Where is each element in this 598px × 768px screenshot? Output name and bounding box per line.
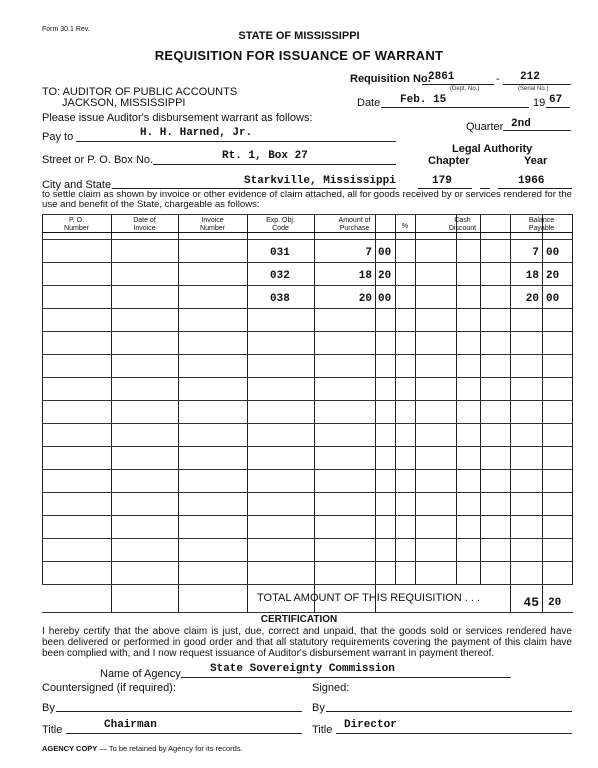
- row-1-amount-cents: 00: [378, 247, 392, 259]
- row-1-balance-dollars: 7: [532, 247, 539, 259]
- agency-name-value: State Sovereignty Commission: [210, 663, 395, 675]
- col-date-invoice: Date of Invoice: [133, 217, 156, 232]
- row-2-code: 032: [270, 270, 290, 282]
- quarter-label: Quarter: [466, 121, 504, 133]
- street-value: Rt. 1, Box 27: [222, 150, 308, 162]
- right-title-value: Director: [344, 719, 397, 731]
- charges-table: [42, 214, 573, 612]
- col-cash-discount: Cash Discount: [448, 217, 477, 232]
- right-title-label: Title: [312, 724, 333, 736]
- to-line-1: TO: AUDITOR OF PUBLIC ACCOUNTS: [42, 86, 238, 98]
- to-line-2: JACKSON, MISSISSIPPI: [62, 97, 186, 109]
- table-rule: [42, 515, 573, 516]
- serial-no-caption: (Serial No.): [518, 86, 549, 92]
- row-3-amount-cents: 00: [378, 293, 392, 305]
- row-2-balance-cents: 20: [546, 270, 560, 282]
- dept-no-caption: (Dept. No.): [450, 86, 480, 92]
- pay-to-label: Pay to: [42, 131, 74, 143]
- legal-authority-heading: Legal Authority: [452, 143, 533, 155]
- col-invoice-number: Invoice Number: [200, 217, 225, 232]
- quarter-value: 2nd: [511, 118, 531, 130]
- col-amount-purchase: Amount of Purchase: [338, 217, 371, 232]
- street-label: Street or P. O. Box No.: [42, 154, 154, 166]
- table-rule: [42, 331, 573, 332]
- row-3-amount-dollars: 20: [358, 293, 372, 305]
- page-title: REQUISITION FOR ISSUANCE OF WARRANT: [154, 48, 444, 63]
- table-rule: [42, 561, 573, 562]
- row-2-balance-dollars: 18: [525, 270, 539, 282]
- footer-retain-text: — To be retained by Agency for its records.: [97, 744, 243, 753]
- total-cents: 20: [548, 597, 562, 609]
- year-value: 67: [549, 94, 563, 106]
- left-by-label: By: [42, 702, 55, 714]
- city-label: City and State: [42, 179, 112, 191]
- table-rule: [42, 446, 573, 447]
- year-prefix: 19: [533, 97, 546, 109]
- table-rule: [42, 354, 573, 355]
- row-1-balance-cents: 00: [546, 247, 560, 259]
- total-dollars: 45: [523, 595, 539, 610]
- table-rule: [42, 400, 573, 401]
- col-exp-obj-code: Exp. Obj. Code: [266, 217, 295, 232]
- table-rule: [42, 239, 573, 240]
- row-1-code: 031: [270, 247, 290, 259]
- settle-text: to settle claim as shown by invoice or other evidence of claim attached, all for goods received by or services rendered for the use and benefit of the State, chargeable as follows:: [42, 189, 572, 210]
- footer-note: [42, 744, 243, 753]
- col-balance-payable: Balance Payable: [528, 217, 555, 232]
- table-rule: [42, 469, 573, 470]
- table-rule: [42, 423, 573, 424]
- serial-number: 212: [520, 71, 540, 83]
- year-label: Year: [524, 155, 548, 167]
- legal-year-value: 1966: [518, 175, 545, 187]
- row-3-code: 038: [270, 293, 290, 305]
- table-rule: [42, 308, 573, 309]
- date-value: Feb. 15: [400, 94, 447, 106]
- chapter-label: Chapter: [428, 155, 470, 167]
- requisition-label: Requisition No.: [350, 73, 431, 85]
- row-1-amount-dollars: 7: [365, 247, 372, 259]
- col-po-number: P. O. Number: [64, 217, 89, 232]
- dept-number: 2861: [428, 71, 455, 83]
- row-3-balance-cents: 00: [546, 293, 560, 305]
- chapter-value: 179: [432, 175, 452, 187]
- row-2-amount-dollars: 18: [358, 270, 372, 282]
- signed-label: Signed:: [312, 682, 350, 694]
- footer-agency-copy: AGENCY COPY: [42, 744, 98, 753]
- instruction-text: Please issue Auditor's disbursement warrant as follows:: [42, 112, 313, 124]
- table-rule: [42, 232, 573, 233]
- row-3-balance-dollars: 20: [525, 293, 539, 305]
- form-number: Form 30.1 Rev.: [42, 26, 90, 33]
- certification-text: I hereby certify that the above claim is just, due, correct and unpaid, that the goods sold or services rendered have been delivered or performed in good order and that all statutory requirements covering the payment of this claim have been complied with, and I now request issuance of Auditor's disbursement warrant in payment thereof.: [42, 626, 572, 659]
- table-rule: [42, 285, 573, 286]
- table-rule: [42, 262, 573, 263]
- left-title-value: Chairman: [104, 719, 157, 731]
- table-rule: [42, 584, 573, 585]
- col-percent: %: [401, 223, 409, 230]
- left-title-label: Title: [42, 724, 63, 736]
- countersigned-label: Countersigned (if required):: [42, 682, 176, 694]
- row-2-amount-cents: 20: [378, 270, 392, 282]
- city-value: Starkville, Mississippi: [244, 175, 396, 187]
- pay-to-value: H. H. Harned, Jr.: [140, 127, 253, 139]
- table-rule: [42, 377, 573, 378]
- table-rule: [42, 492, 573, 493]
- agency-name-label: Name of Agency: [100, 668, 181, 680]
- table-rule: [42, 538, 573, 539]
- state-heading: STATE OF MISSISSIPPI: [238, 30, 360, 42]
- date-label: Date: [357, 97, 381, 109]
- total-label: TOTAL AMOUNT OF THIS REQUISITION . . .: [257, 592, 481, 604]
- right-by-label: By: [312, 702, 325, 714]
- certification-heading: CERTIFICATION: [260, 614, 338, 625]
